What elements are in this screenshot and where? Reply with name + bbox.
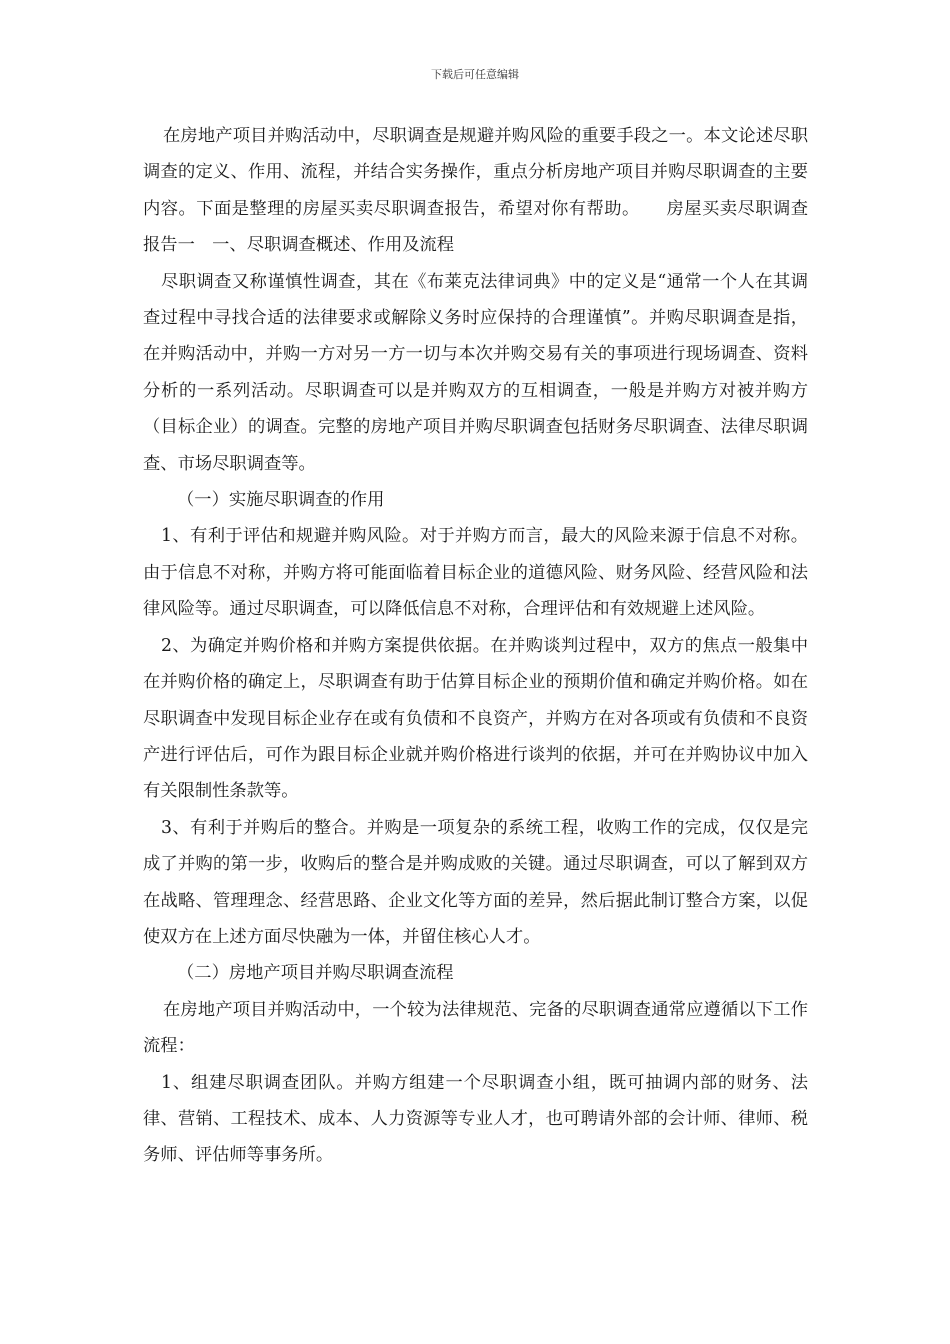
- section-heading-process: （二）房地产项目并购尽职调查流程: [177, 963, 454, 984]
- paragraph-intro: 在房地产项目并购活动中，尽职调查是规避并购风险的重要手段之一。本文论述尽职调查的定义、作用、流程，并结合实务操作，重点分析房地产项目并购尽职调查的主要内容。下面是整理的房屋买卖尽职调查报告，希望对你有帮助。 房屋买卖尽职调查报告一 一、尽职调查概述、作用及流程: [143, 126, 808, 256]
- list-item-pricing: 2、为确定并购价格和并购方案提供依据。在并购谈判过程中，双方的焦点一般集中在并购价格的确定上，尽职调查有助于估算目标企业的预期价值和确定并购价格。如在尽职调查中发现目标企业存在或有负债和不良资产，并购方在对各项或有负债和不良资产进行评估后，可作为跟目标企业就并购价格进行谈判的依据，并可在并购协议中加入有关限制性条款等。: [143, 635, 808, 802]
- paragraph-process-intro: 在房地产项目并购活动中，一个较为法律规范、完备的尽职调查通常应遵循以下工作流程：: [143, 999, 808, 1057]
- list-item-risk: 1、有利于评估和规避并购风险。对于并购方而言，最大的风险来源于信息不对称。由于信息不对称，并购方将可能面临着目标企业的道德风险、财务风险、经营风险和法律风险等。通过尽职调查，可以降低信息不对称，合理评估和有效规避上述风险。: [143, 526, 808, 620]
- list-item-team: 1、组建尽职调查团队。并购方组建一个尽职调查小组，既可抽调内部的财务、法律、营销、工程技术、成本、人力资源等专业人才，也可聘请外部的会计师、律师、税务师、评估师等事务所。: [143, 1072, 808, 1166]
- document-body: [143, 118, 808, 1174]
- paragraph-definition: 尽职调查又称谨慎性调查，其在《布莱克法律词典》中的定义是“通常一个人在其调查过程中寻找合适的法律要求或解除义务时应保持的合理谨慎”。并购尽职调查是指，在并购活动中，并购一方对另一方一切与本次并购交易有关的事项进行现场调查、资料分析的一系列活动。尽职调查可以是并购双方的互相调查，一般是并购方对被并购方（目标企业）的调查。完整的房地产项目并购尽职调查包括财务尽职调查、法律尽职调查、市场尽职调查等。: [143, 271, 808, 474]
- page-header: 下载后可任意编辑: [431, 68, 519, 81]
- section-heading-role: （一）实施尽职调查的作用: [177, 490, 385, 511]
- list-item-integration: 3、有利于并购后的整合。并购是一项复杂的系统工程，收购工作的完成，仅仅是完成了并购的第一步，收购后的整合是并购成败的关键。通过尽职调查，可以了解到双方在战略、管理理念、经营思路、企业文化等方面的差异，然后据此制订整合方案，以促使双方在上述方面尽快融为一体，并留住核心人才。: [143, 817, 808, 947]
